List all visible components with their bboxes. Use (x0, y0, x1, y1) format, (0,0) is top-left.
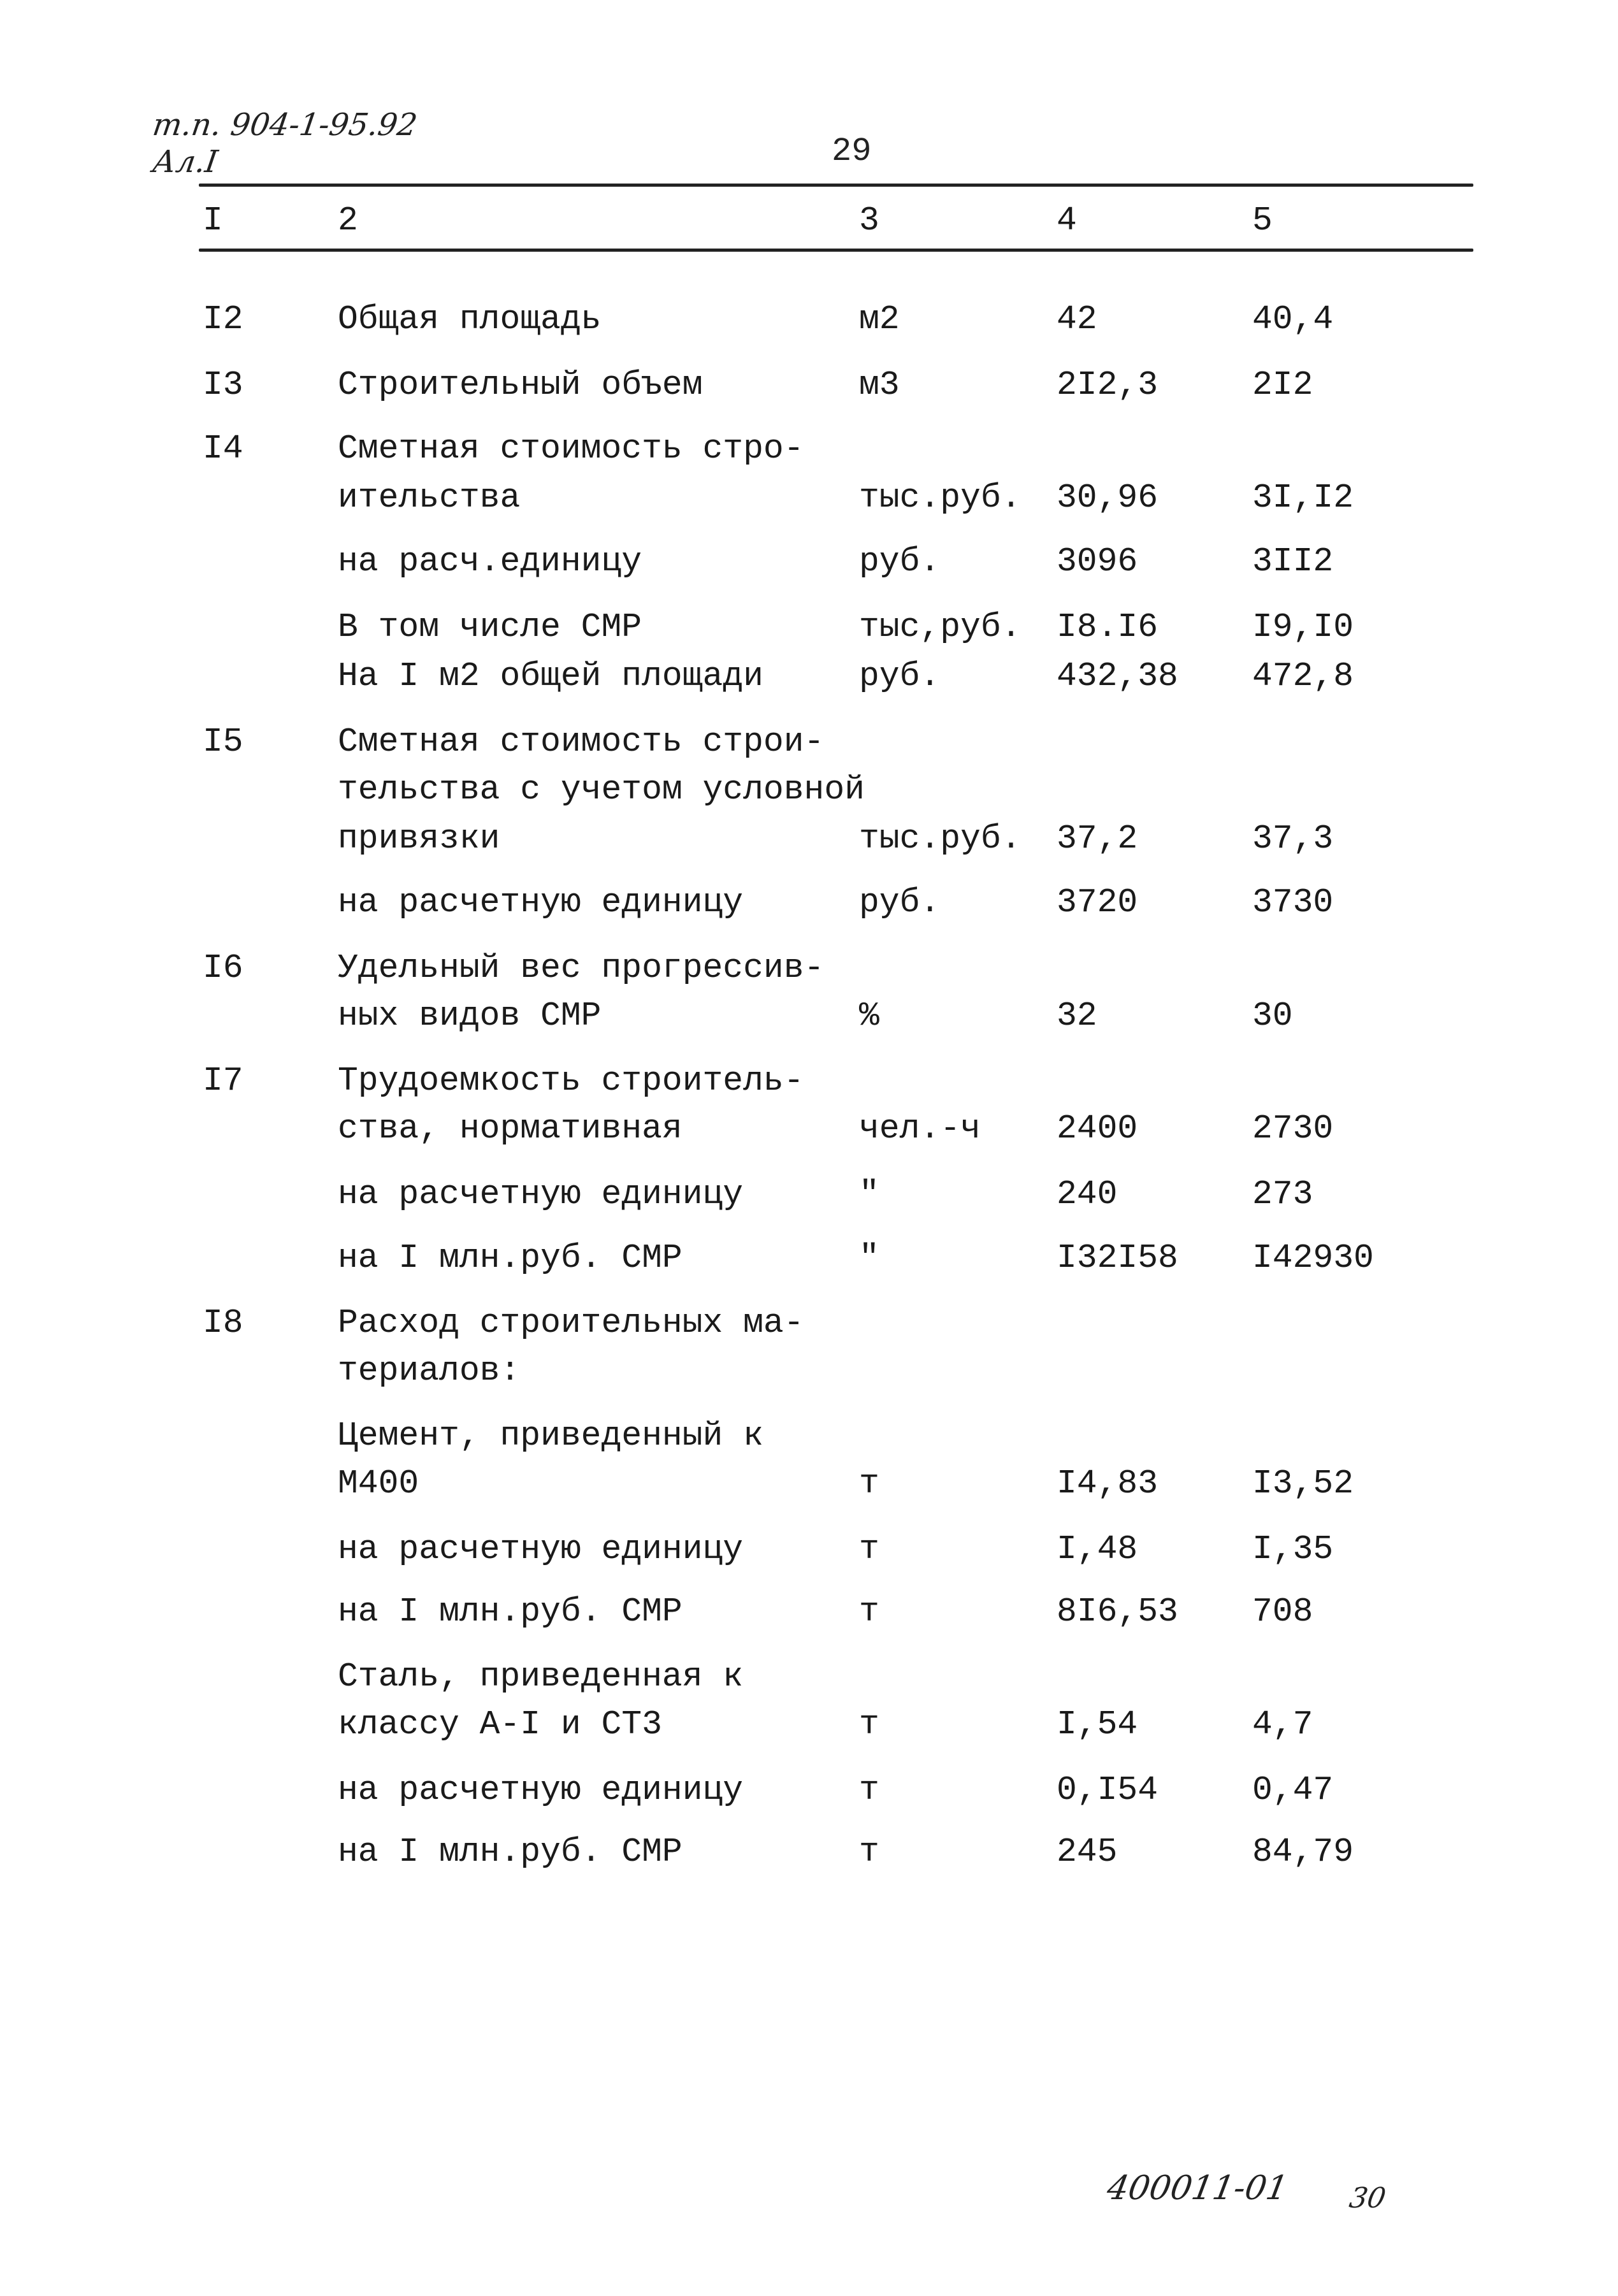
cell-unit: " (859, 1175, 879, 1213)
cell-name: Расход строительных ма- (338, 1304, 804, 1342)
cell-v4: 2I2,3 (1057, 366, 1159, 404)
cell-v5: 273 (1252, 1175, 1313, 1213)
table-header-rule (199, 249, 1473, 252)
column-header-3: 3 (859, 201, 879, 240)
cell-v4: I,48 (1057, 1530, 1138, 1568)
footer-sheet-handwritten: 30 (1347, 2182, 1389, 2214)
cell-v4: I4,83 (1057, 1464, 1159, 1503)
cell-unit: % (859, 997, 879, 1035)
cell-name: Сметная стоимость строи- (338, 723, 825, 761)
column-header-5: 5 (1252, 201, 1273, 240)
cell-num: I6 (203, 949, 243, 987)
cell-v4: 42 (1057, 300, 1097, 338)
cell-name: на расчетную единицу (338, 1175, 744, 1213)
cell-name: Общая площадь (338, 300, 602, 338)
cell-unit: т (859, 1705, 879, 1744)
cell-name: В том числе СМР (338, 608, 642, 646)
cell-v4: I8.I6 (1057, 608, 1159, 646)
cell-v4: I,54 (1057, 1705, 1138, 1744)
cell-unit: " (859, 1239, 879, 1277)
cell-v5: 2I2 (1252, 366, 1313, 404)
cell-v5: 3730 (1252, 883, 1334, 921)
cell-unit: тыс,руб. (859, 608, 1022, 646)
cell-v5: 2730 (1252, 1109, 1334, 1148)
cell-name: ных видов СМР (338, 997, 602, 1035)
cell-unit: т (859, 1592, 879, 1631)
cell-unit: тыс.руб. (859, 819, 1022, 858)
cell-unit: м2 (859, 300, 900, 338)
album-handwritten: Ал.I (150, 144, 220, 180)
cell-v5: 40,4 (1252, 300, 1334, 338)
cell-v5: 3II2 (1252, 542, 1334, 581)
cell-name: на расчетную единицу (338, 883, 744, 921)
cell-num: I3 (203, 366, 243, 404)
cell-v4: 2400 (1057, 1109, 1138, 1148)
cell-v4: 8I6,53 (1057, 1592, 1178, 1631)
cell-unit: т (859, 1771, 879, 1809)
cell-v4: 3096 (1057, 542, 1138, 581)
cell-v5: 0,47 (1252, 1771, 1334, 1809)
cell-v4: 245 (1057, 1833, 1118, 1871)
cell-num: I8 (203, 1304, 243, 1342)
column-header-4: 4 (1057, 201, 1077, 240)
cell-name: Строительный объем (338, 366, 703, 404)
cell-name: тельства с учетом условной (338, 770, 865, 809)
cell-name: на I млн.руб. СМР (338, 1592, 683, 1631)
doc-ref-handwritten: т.п. 904-1-95.92 (150, 107, 420, 143)
cell-name: М400 (338, 1464, 419, 1503)
cell-name: ства, нормативная (338, 1109, 683, 1148)
cell-v4: I32I58 (1057, 1239, 1178, 1277)
cell-unit: руб. (859, 657, 941, 695)
cell-name: на I млн.руб. СМР (338, 1239, 683, 1277)
cell-unit: т (859, 1833, 879, 1871)
cell-v5: I42930 (1252, 1239, 1374, 1277)
cell-v4: 432,38 (1057, 657, 1178, 695)
table-top-rule (199, 184, 1473, 187)
cell-num: I4 (203, 430, 243, 468)
cell-unit: т (859, 1464, 879, 1503)
cell-name: Сметная стоимость стро- (338, 430, 804, 468)
cell-unit: руб. (859, 542, 941, 581)
cell-unit: м3 (859, 366, 900, 404)
cell-v5: 4,7 (1252, 1705, 1313, 1744)
footer-code-handwritten: 400011-01 (1104, 2169, 1291, 2207)
cell-v5: I9,I0 (1252, 608, 1354, 646)
cell-name: привязки (338, 819, 500, 858)
cell-name: классу А-I и СТ3 (338, 1705, 662, 1744)
cell-v5: 3I,I2 (1252, 479, 1354, 517)
cell-name: на I млн.руб. СМР (338, 1833, 683, 1871)
cell-name: на расчетную единицу (338, 1771, 744, 1809)
cell-unit: руб. (859, 883, 941, 921)
cell-v5: 472,8 (1252, 657, 1354, 695)
cell-v4: 30,96 (1057, 479, 1159, 517)
cell-name: на расч.единицу (338, 542, 642, 581)
cell-v5: 708 (1252, 1592, 1313, 1631)
cell-v5: 30 (1252, 997, 1293, 1035)
cell-name: териалов: (338, 1352, 521, 1390)
cell-unit: чел.-ч (859, 1109, 981, 1148)
cell-unit: тыс.руб. (859, 479, 1022, 517)
cell-v5: I,35 (1252, 1530, 1334, 1568)
cell-v4: 0,I54 (1057, 1771, 1159, 1809)
cell-v5: 37,3 (1252, 819, 1334, 858)
cell-name: ительства (338, 479, 521, 517)
cell-v4: 240 (1057, 1175, 1118, 1213)
cell-name: Цемент, приведенный к (338, 1417, 763, 1455)
cell-name: На I м2 общей площади (338, 657, 763, 695)
cell-name: Удельный вес прогрессив- (338, 949, 825, 987)
column-header-1: I (203, 201, 223, 240)
cell-name: на расчетную единицу (338, 1530, 744, 1568)
cell-v5: 84,79 (1252, 1833, 1354, 1871)
cell-name: Сталь, приведенная к (338, 1657, 744, 1696)
cell-num: I5 (203, 723, 243, 761)
cell-v4: 32 (1057, 997, 1097, 1035)
page-number: 29 (832, 133, 872, 170)
cell-name: Трудоемкость строитель- (338, 1062, 804, 1100)
cell-v5: I3,52 (1252, 1464, 1354, 1503)
cell-v4: 3720 (1057, 883, 1138, 921)
cell-v4: 37,2 (1057, 819, 1138, 858)
cell-num: I2 (203, 300, 243, 338)
column-header-2: 2 (338, 201, 358, 240)
cell-unit: т (859, 1530, 879, 1568)
cell-num: I7 (203, 1062, 243, 1100)
